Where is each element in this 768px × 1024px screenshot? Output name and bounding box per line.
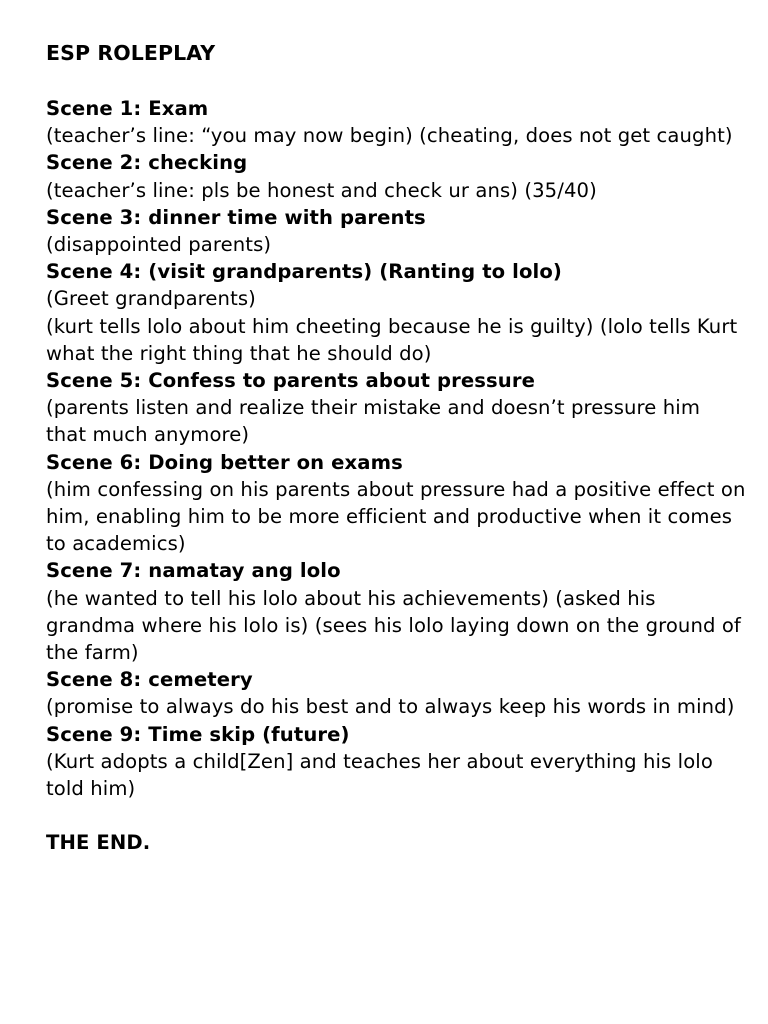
scene-description: (teacher’s line: “you may now begin) (cheating, does not get caught) — [46, 124, 733, 148]
scene-description: (Greet grandparents) — [46, 287, 256, 311]
scene-description: (he wanted to tell his lolo about his achievements) (asked his grandma where his lolo is) (sees his lolo laying down on the ground of the farm) — [46, 586, 741, 665]
scene-heading: Scene 5: Confess to parents about pressure — [46, 369, 536, 393]
scene-3 — [46, 204, 746, 258]
scene-description: (parents listen and realize their mistake and doesn’t pressure him that much anymore) — [46, 396, 701, 447]
scene-8 — [46, 666, 746, 720]
scene-5 — [46, 367, 746, 449]
scene-heading: Scene 4: (visit grandparents) (Ranting to lolo) — [46, 260, 562, 284]
scene-4 — [46, 258, 746, 367]
scene-heading: Scene 7: namatay ang lolo — [46, 559, 341, 583]
scene-9 — [46, 721, 746, 803]
document-page — [46, 38, 746, 856]
scene-description: (promise to always do his best and to always keep his words in mind) — [46, 695, 735, 719]
scene-heading: Scene 9: Time skip (future) — [46, 722, 350, 746]
scene-6 — [46, 449, 746, 558]
scene-description: (him confessing on his parents about pressure had a positive effect on him, enabling him to be more efficient and productive when it comes to academics) — [46, 477, 746, 556]
scene-description: (kurt tells lolo about him cheeting because he is guilty) (lolo tells Kurt what the right thing that he should do) — [46, 314, 738, 365]
scene-heading: Scene 3: dinner time with parents — [46, 205, 426, 229]
spacer — [46, 68, 746, 95]
scene-heading: Scene 2: checking — [46, 151, 248, 175]
scene-description: (teacher’s line: pls be honest and check ur ans) (35/40) — [46, 178, 597, 202]
ending-text: THE END. — [46, 831, 151, 855]
scene-heading: Scene 8: cemetery — [46, 668, 253, 692]
scene-description: (disappointed parents) — [46, 233, 272, 257]
scene-heading: Scene 1: Exam — [46, 97, 209, 120]
document-title: ESP ROLEPLAY — [46, 41, 216, 65]
scene-1 — [46, 95, 746, 149]
spacer — [46, 802, 746, 829]
scene-description: (Kurt adopts a child[Zen] and teaches her about everything his lolo told him) — [46, 749, 713, 801]
scene-2 — [46, 149, 746, 203]
scene-7 — [46, 557, 746, 666]
scene-heading: Scene 6: Doing better on exams — [46, 450, 403, 474]
